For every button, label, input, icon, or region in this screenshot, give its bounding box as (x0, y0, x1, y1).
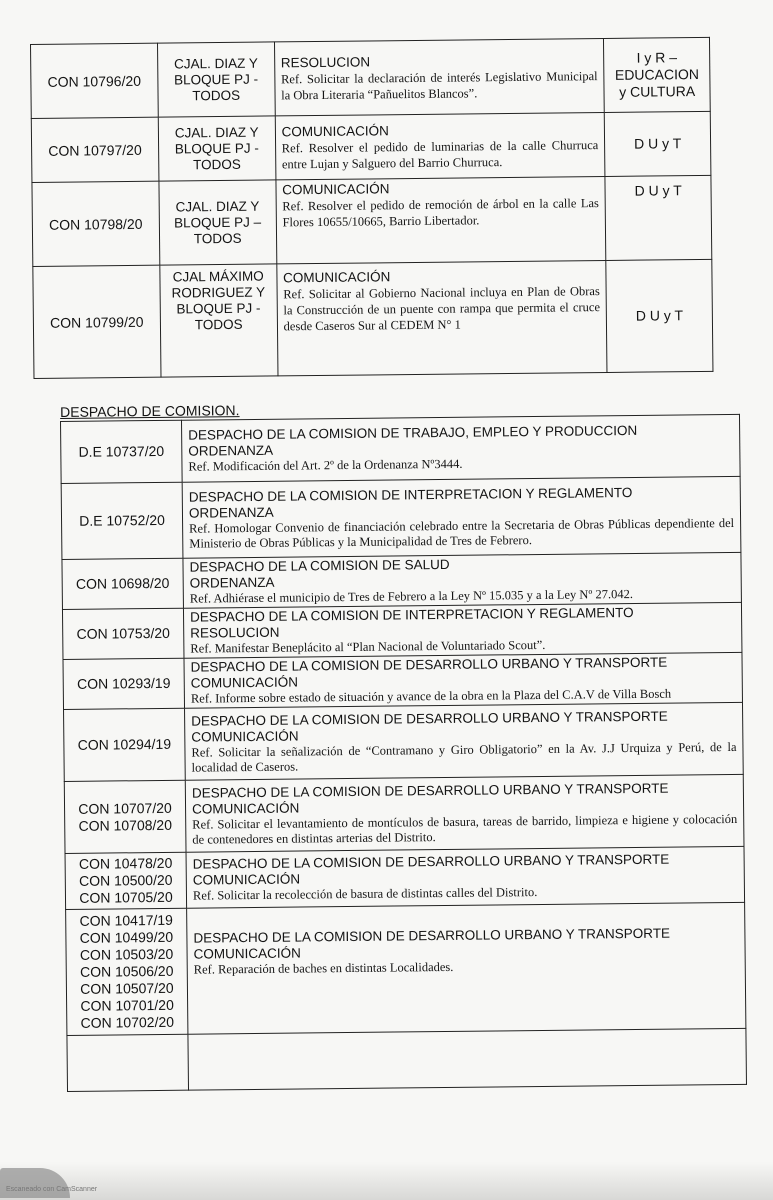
author-cell (157, 42, 275, 117)
author-line: TODOS (192, 87, 241, 103)
expediente-ids (61, 420, 183, 483)
author-line: BLOQUE PJ – (173, 214, 262, 231)
expediente-id: CON 10796/20 (31, 43, 159, 118)
destination-line: D U y T (635, 307, 684, 324)
expediente-id: CON 10417/19 (79, 911, 174, 929)
commission-heading: DESPACHO DE LA COMISION DE DESARROLLO URBANO Y TRANSPORTE (192, 851, 670, 872)
empty-table-row (67, 1028, 747, 1091)
author-line: BLOQUE PJ - (176, 300, 261, 317)
destination-line: I y R – (636, 49, 678, 66)
expediente-ids (64, 780, 186, 853)
despacho-cell (185, 774, 744, 852)
expediente-id: CON 10797/20 (31, 117, 158, 182)
table-row (64, 774, 744, 853)
expediente-id: CON 10499/20 (79, 928, 174, 946)
commission-heading: DESPACHO DE LA COMISION DE TRABAJO, EMPLEO Y PRODUCCION (188, 422, 638, 443)
subject-cell (276, 176, 606, 263)
reference-text: Ref. Adhiérase el municipio de Tres de Febrero a la Ley Nº 15.035 y a la Ley Nº 27.042. (189, 587, 633, 606)
expediente-ids (63, 658, 185, 709)
expediente-id: CON 10698/20 (75, 574, 170, 592)
reference-text: Ref. Resolver el pedido de luminarias de la calle Churruca entre Lujan y Salguero del Barrio Churruca. (281, 137, 599, 171)
despacho-cell (184, 652, 742, 708)
subject-cell (276, 260, 607, 375)
expediente-ids (65, 852, 187, 909)
expediente-id: CON 10503/20 (79, 945, 174, 963)
destination-cell (606, 259, 713, 372)
table-row (64, 702, 744, 781)
expediente-id: CON 10506/20 (79, 962, 174, 980)
document-kind: COMUNICACIÓN (281, 122, 389, 139)
author-line: CJAL. DIAZ Y (174, 124, 259, 140)
document-kind: COMUNICACIÓN (193, 945, 301, 962)
despacho-cell (181, 414, 740, 482)
author-line: BLOQUE PJ - (174, 140, 259, 156)
table-row (61, 414, 741, 483)
reference-text: Ref. Solicitar la recolección de basura de distintas calles del Distrito. (192, 885, 538, 903)
destination-cell (604, 37, 711, 112)
commission-heading: DESPACHO DE LA COMISION DE INTERPRETACION Y REGLAMENTO (188, 484, 633, 505)
despacho-cell (183, 602, 741, 658)
empty-cell (67, 1034, 189, 1091)
expediente-ids (62, 608, 184, 659)
scan-smudge (0, 1168, 70, 1198)
empty-cell (188, 1028, 747, 1090)
reference-text: Ref. Solicitar el levantamiento de montículos de basura, tareas de barrido, limpieza e higiene y colocación de contenedores en distintas arterias del Distrito. (192, 811, 738, 847)
commission-heading: DESPACHO DE LA COMISION DE DESARROLLO URBANO Y TRANSPORTE (193, 925, 671, 946)
author-cell (158, 116, 276, 181)
document-kind: COMUNICACIÓN (191, 800, 300, 817)
despacho-cell (186, 846, 745, 908)
expediente-id: CON 10708/20 (78, 816, 173, 834)
commission-heading: DESPACHO DE LA COMISION DE SALUD (189, 556, 450, 575)
proyectos-table (30, 37, 713, 379)
table-row (32, 175, 712, 266)
despacho-cell (185, 702, 744, 780)
author-cell (159, 180, 277, 265)
author-line: RODRIGUEZ Y (171, 284, 266, 301)
expediente-id: CON 10707/20 (78, 799, 172, 817)
expediente-ids (61, 482, 183, 559)
document-kind: ORDENANZA (189, 574, 275, 591)
author-line: CJAL MÁXIMO (172, 268, 264, 285)
reference-text: Ref. Solicitar la declaración de interés Legislativo Municipal la Obra Literaria “Pañuelitos Blancos”. (280, 68, 598, 102)
despacho-cell (182, 476, 741, 558)
commission-heading: DESPACHO DE LA COMISION DE INTERPRETACION Y REGLAMENTO (189, 605, 634, 625)
destination-line: D U y T (634, 182, 682, 199)
expediente-id: CON 10294/19 (77, 735, 172, 753)
table-row (31, 111, 711, 182)
document-kind: COMUNICACIÓN (190, 674, 299, 691)
expediente-id: CON 10799/20 (33, 265, 161, 378)
author-line: BLOQUE PJ - (174, 71, 259, 87)
document-kind: COMUNICACIÓN (283, 269, 391, 286)
expediente-id: CON 10478/20 (78, 854, 173, 872)
expediente-id: CON 10702/20 (80, 1013, 175, 1031)
despacho-table (60, 414, 747, 1092)
reference-text: Ref. Modificación del Art. 2º de la Ordenanza Nº3444. (188, 456, 463, 474)
expediente-ids (66, 908, 188, 1035)
reference-text: Ref. Informe sobre estado de situación y avance de la obra en la Plaza del C.A.V de Villa Bosch (190, 686, 672, 706)
despacho-cell (183, 552, 741, 608)
document-kind: COMUNICACIÓN (192, 871, 301, 888)
table-row (63, 652, 742, 709)
author-line: TODOS (193, 156, 241, 172)
subject-cell (275, 112, 605, 179)
scanner-watermark: Escaneado con CamScanner (6, 1186, 98, 1193)
reference-text: Ref. Resolver el pedido de remoción de árbol en la calle Las Flores 10655/10665, Barrio Libertador. (282, 196, 599, 230)
author-cell (160, 264, 278, 377)
expediente-id: CON 10500/20 (79, 871, 173, 889)
document-kind: RESOLUCION (280, 53, 371, 70)
expediente-id: CON 10701/20 (80, 996, 174, 1014)
destination-cell (604, 111, 710, 176)
expediente-ids (62, 558, 184, 609)
reference-text: Ref. Solicitar al Gobierno Nacional incluya en Plan de Obras la Construcción de un puente con rampa que permita el cruce desde Caseros Sur al CEDEM N° 1 (283, 284, 601, 334)
destination-line: D U y T (633, 135, 682, 152)
commission-heading: DESPACHO DE LA COMISION DE DESARROLLO URBANO Y TRANSPORTE (190, 654, 668, 675)
table-row (62, 602, 741, 659)
expediente-id: CON 10753/20 (76, 624, 171, 642)
document-kind: COMUNICACIÓN (191, 728, 299, 745)
reference-text: Ref. Manifestar Beneplácito al “Plan Nacional de Voluntariado Scout”. (190, 637, 546, 656)
commission-heading: DESPACHO DE LA COMISION DE DESARROLLO URBANO Y TRANSPORTE (191, 780, 669, 801)
author-line: CJAL. DIAZ Y (173, 55, 258, 71)
subject-cell (274, 38, 604, 115)
author-line: CJAL. DIAZ Y (175, 198, 260, 214)
commission-heading: DESPACHO DE LA COMISION DE DESARROLLO URBANO Y TRANSPORTE (191, 708, 668, 729)
reference-text: Ref. Reparación de baches en distintas Localidades. (193, 959, 454, 977)
destination-line: y CULTURA (619, 83, 696, 100)
destination-line: EDUCACION (614, 65, 700, 83)
expediente-id: CON 10507/20 (80, 979, 174, 997)
table-row (65, 846, 745, 909)
reference-text: Ref. Homologar Convenio de financiación celebrado entre la Secretaria de Obras Públicas dependiente del Ministerio de Obras Públicas y la Municipalidad de Tres de Febrero. (189, 515, 735, 551)
scan-footer (0, 1162, 773, 1200)
document-kind: ORDENANZA (188, 442, 274, 459)
document-kind: ORDENANZA (188, 504, 274, 521)
expediente-id: CON 10293/19 (76, 674, 171, 692)
destination-cell (605, 175, 712, 260)
author-line: TODOS (194, 316, 243, 333)
document-kind: COMUNICACIÓN (282, 181, 390, 198)
document-kind: RESOLUCION (190, 624, 280, 641)
table-row (33, 259, 713, 378)
author-line: TODOS (193, 230, 242, 246)
expediente-id: CON 10705/20 (79, 888, 173, 906)
reference-text: Ref. Solicitar la señalización de “Contramano y Giro Obligatorio” en la Av. J.J Urquiza y Perú, de la localidad de Caseros. (191, 739, 737, 775)
table-row (66, 902, 746, 1035)
table-row (62, 552, 741, 609)
despacho-cell (187, 902, 746, 1034)
expediente-id: D.E 10737/20 (78, 442, 165, 460)
table-row (31, 37, 711, 118)
section-title: DESPACHO DE COMISION. (60, 402, 240, 420)
expediente-id: D.E 10752/20 (79, 511, 165, 529)
table-row (61, 476, 741, 559)
expediente-id: CON 10798/20 (32, 181, 160, 266)
expediente-ids (64, 708, 186, 781)
